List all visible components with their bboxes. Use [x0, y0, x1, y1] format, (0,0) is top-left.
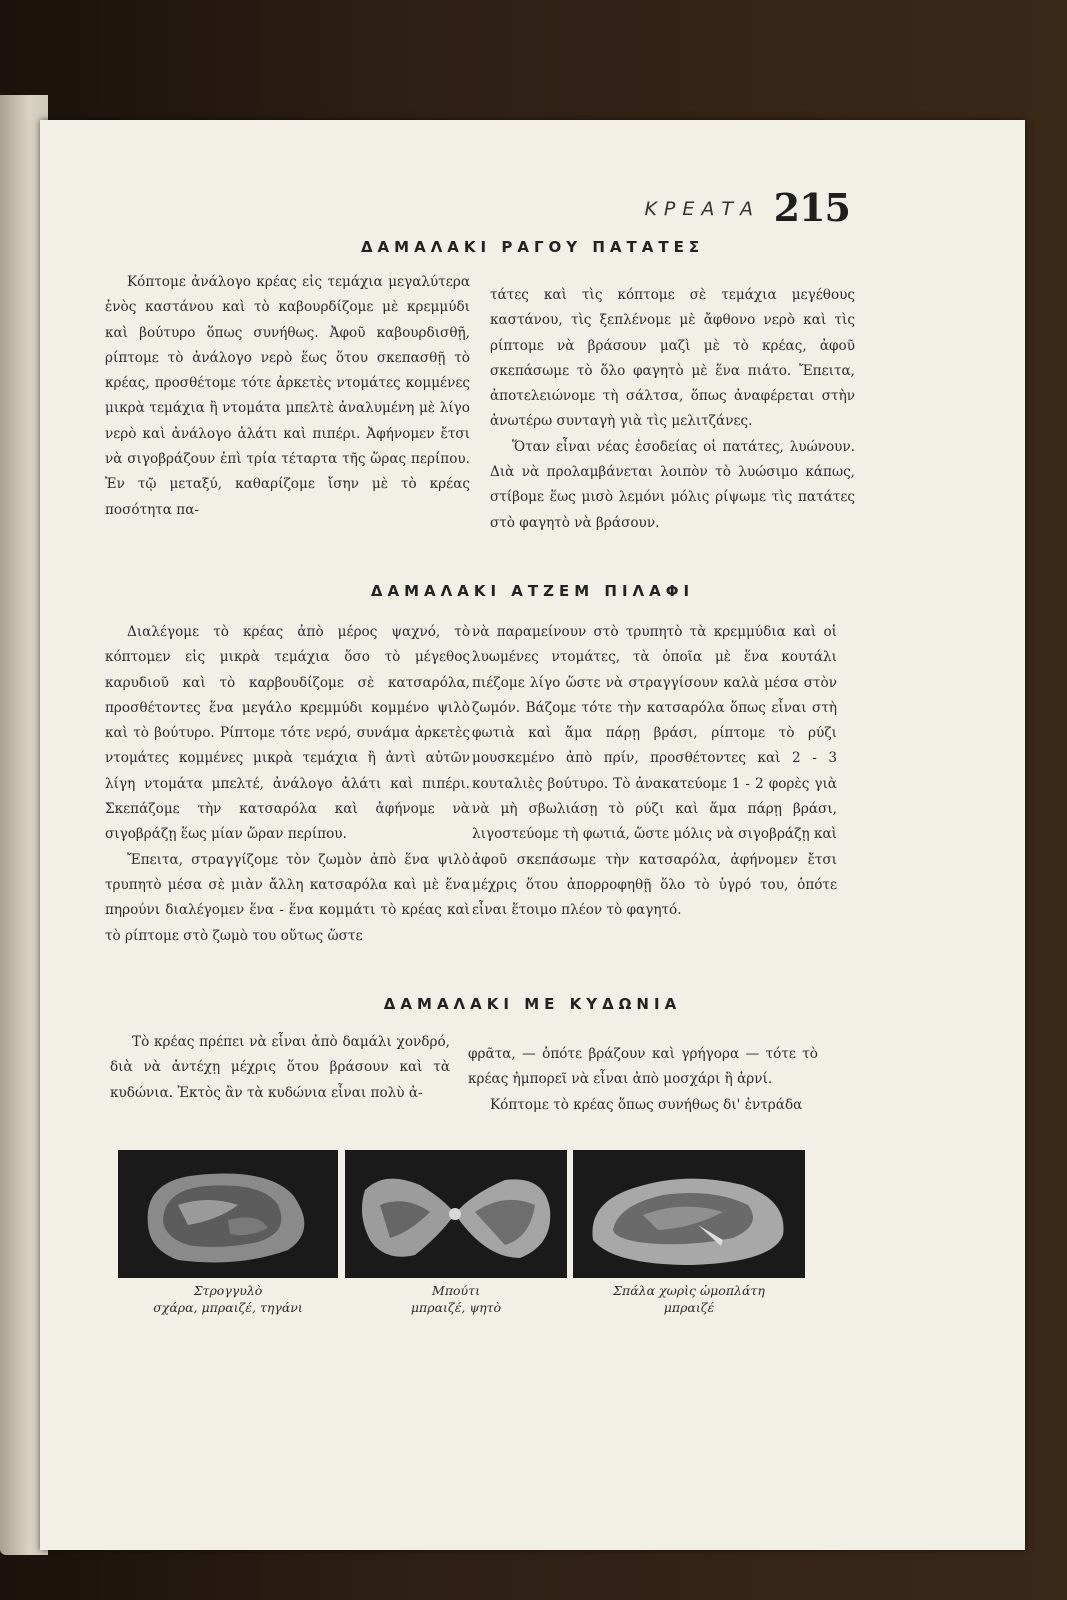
- paragraph: φρᾶτα, — ὁπότε βράζουν καὶ γρήγορα — τότε τὸ κρέας ἠμπορεῖ νὰ εἶναι ἀπὸ μοσχάρι ἢ ἀρνί.: [468, 1046, 818, 1088]
- paragraph: νὰ παραμείνουν στὸ τρυπητὸ τὰ κρεμμύδια καὶ οἱ λυωμένες ντομάτες, τὰ ὁποῖα μὲ ἕνα κουτάλι πιέζομε λίγο ὥστε νὰ στραγγίσουν καλὰ μέσα στὸν ζωμόν. Βάζομε τότε τὴν κατσαρόλα ὅπως εἶναι στὴ φωτιὰ καὶ ἅμα πάρῃ βράσι, ρίπτομε τὸ ρύζι μουσκεμένο ἀπὸ πρίν, προσθέτοντες καὶ 2 - 3 κουταλιὲς βούτυρο. Τὸ ἀνακατεύομε 1 - 2 φορὲς γιὰ νὰ μὴ σβωλιάσῃ τὸ ρύζι καὶ ἅμα πάρῃ βράσι, λιγοστεύομε τὴ φωτιά, ὥστε μόλις νὰ σιγοβράζῃ καὶ ἀφοῦ σκεπάσωμε τὴν κατσαρόλα, ἀφήνομεν ἔτσι μέχρις ὅτου ἀπορροφηθῇ ὅλο τὸ ὑγρό του, ὁπότε εἶναι ἕτοιμο πλέον τὸ φαγητό.: [472, 624, 837, 919]
- photo-leg-cut: [345, 1150, 567, 1278]
- caption-uses: σχάρα, μπραιζέ, τηγάνι: [153, 1300, 303, 1315]
- caption-uses: μπραιζέ, ψητὸ: [410, 1300, 502, 1315]
- recipe-title-atzem-pilafi: ΔΑΜΑΛΑΚΙ ΑΤΖΕΜ ΠΙΛΑΦΙ: [370, 582, 695, 600]
- recipe-atzem-right-column: [472, 620, 837, 924]
- paragraph: Διαλέγομε τὸ κρέας ἀπὸ μέρος ψαχνό, τὸ κόπτομεν εἰς μικρὰ τεμάχια ὅσο τὸ μέγεθος καρυδιοῦ καὶ τὸ καρβουδίζομε σὲ κατσαρόλα, προσθέτοντες ἕνα μεγάλο κρεμμύδι κομμένο ψιλὸ καὶ τὸ βούτυρο. Ρίπτομε τότε νερό, συνάμα ἀρκετὲς ντομάτες κομμένες μικρὰ τεμάχια ἢ ἀντὶ αὐτῶν λίγη ντομάτα μπελτέ, ἀνάλογο ἁλάτι καὶ πιπέρι. Σκεπάζομε τὴν κατσαρόλα καὶ ἀφήνομε νὰ σιγοβράζῃ ἕως μίαν ὥραν περίπου.: [105, 624, 470, 843]
- book-page: [40, 120, 1025, 1550]
- paragraph: Κόπτομε τὸ κρέας ὅπως συνήθως δι' ἐντράδα: [490, 1096, 803, 1113]
- paragraph: τάτες καὶ τὶς κόπτομε σὲ τεμάχια μεγέθους καστάνου, τὶς ξεπλένομε μὲ ἄφθονο νερὸ καὶ τὶς ρίπτομε νὰ βράσουν μαζὶ μὲ τὸ κρέας, ἀφοῦ σκεπάσωμε τὸ ὅλο φαγητὸ μὲ ἕνα πιάτο. Ἔπειτα, ἀποτελειώνομε τὴ σάλτσα, ὅπως ἀναφέρεται στὴν ἀνωτέρω συνταγὴ γιὰ τὶς μελιτζάνες.: [490, 287, 855, 430]
- caption-uses: μπραιζέ: [663, 1300, 715, 1315]
- paragraph: Τὸ κρέας πρέπει νὰ εἶναι ἀπὸ δαμάλι χονδρό, διὰ νὰ ἀντέχῃ μέχρις ὅτου βράσουν καὶ τὰ κυδώνια. Ἐκτὸς ἂν τὰ κυδώνια εἶναι πολὺ ἀ-: [110, 1034, 450, 1101]
- paragraph: Ἔπειτα, στραγγίζομε τὸν ζωμὸν ἀπὸ ἕνα ψιλὸ τρυπητὸ μέσα σὲ μιὰν ἄλλη κατσαρόλα καὶ μὲ ἕνα πηρούνι διαλέγομεν ἕνα - ἕνα κομμάτι τὸ κρέας καὶ τὸ ρίπτομε στὸ ζωμὸ του οὕτως ὥστε: [105, 851, 470, 944]
- caption-leg-cut: [345, 1282, 567, 1316]
- recipe-ragou-left-column: [105, 270, 470, 523]
- paragraph: Κόπτομε ἀνάλογο κρέας εἰς τεμάχια μεγαλύτερα ἑνὸς καστάνου καὶ τὸ καβουρδίζομε μὲ κρεμμύδι καὶ βούτυρο ὅπως συνήθως. Ἀφοῦ καβουρδισθῇ, ρίπτομε τὸ ἀνάλογο νερὸ ἕως ὅτου σκεπασθῇ τὸ κρέας, προσθέτομε τότε ἀρκετὲς ντομάτες κομμένες μικρὰ τεμάχια ἢ ντομάτα μπελτὲ ἀναλυμένη μὲ λίγο νερὸ καὶ ἀνάλογο ἁλάτι καὶ πιπέρι. Ἀφήνομεν ἔτσι νὰ σιγοβράζουν ἐπὶ τρία τέταρτα τῆς ὥρας περίπου. Ἐν τῷ μεταξύ, καθαρίζομε ἴσην μὲ τὸ κρέας ποσότητα πα-: [105, 274, 470, 518]
- caption-round-cut: [118, 1282, 338, 1316]
- caption-title: Σπάλα χωρὶς ὠμοπλάτη: [613, 1283, 765, 1298]
- section-label: ΚΡΕΑΤΑ: [644, 198, 760, 220]
- recipe-kydonia-left-column: [110, 1030, 450, 1106]
- caption-shoulder-cut: [573, 1282, 805, 1316]
- recipe-title-ragou: ΔΑΜΑΛΑΚΙ ΡΑΓΟΥ ΠΑΤΑΤΕΣ: [360, 238, 705, 256]
- recipe-atzem-left-column: [105, 620, 470, 949]
- caption-title: Μπούτι: [432, 1283, 480, 1298]
- recipe-title-kydonia: ΔΑΜΑΛΑΚΙ ΜΕ ΚΥΔΩΝΙΑ: [383, 995, 682, 1013]
- recipe-ragou-right-column: [490, 283, 855, 536]
- paragraph: Ὅταν εἶναι νέας ἐσοδείας οἱ πατάτες, λυώνουν. Διὰ νὰ προλαμβάνεται λοιπὸν τὸ λυώσιμο κάπως, στίβομε ἕως μισὸ λεμόνι μόλις ρίψωμε τὶς πατάτες στὸ φαγητὸ νὰ βράσουν.: [490, 438, 855, 531]
- photo-round-cut: [118, 1150, 338, 1278]
- caption-title: Στρογγυλὸ: [193, 1283, 263, 1298]
- photo-shoulder-cut: [573, 1150, 805, 1278]
- page-number: 215: [773, 185, 850, 230]
- recipe-kydonia-right-column: [468, 1042, 818, 1118]
